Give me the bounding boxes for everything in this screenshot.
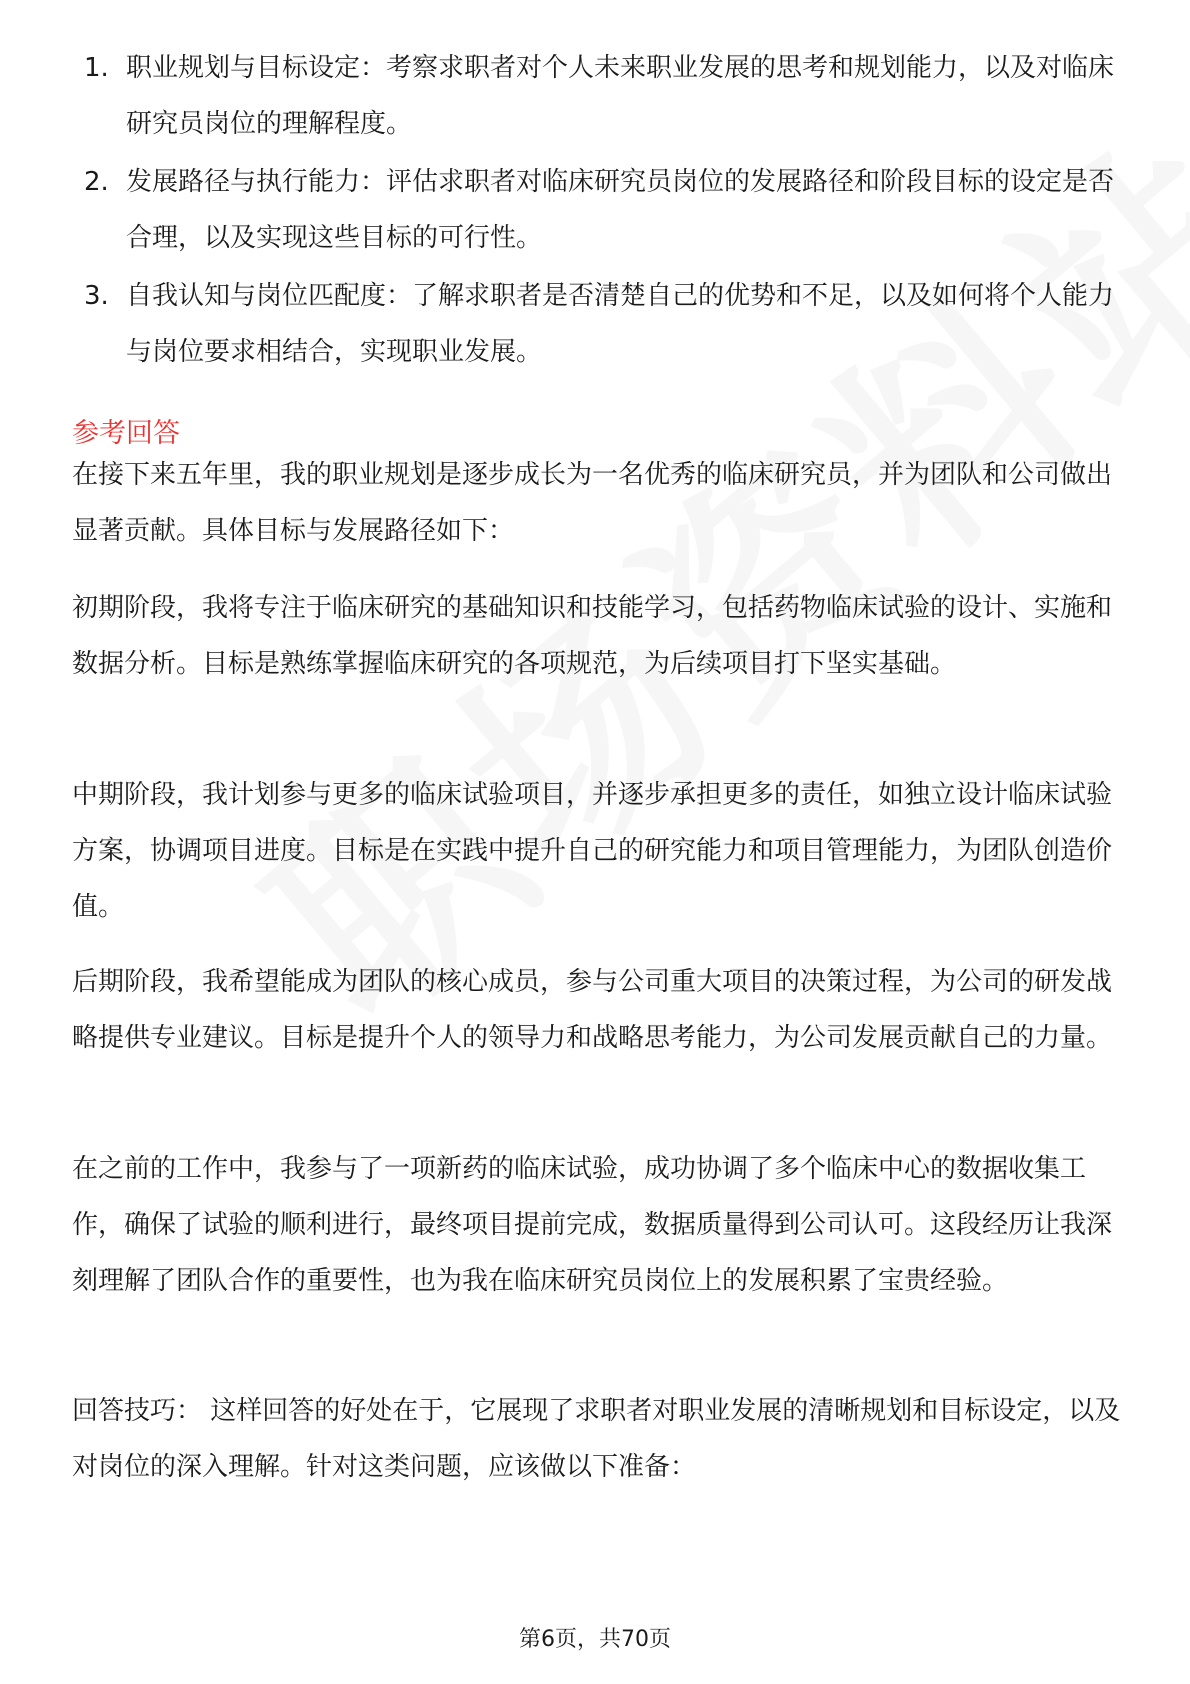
list-item-text: 发展路径与执行能力：评估求职者对临床研究员岗位的发展路径和阶段目标的设定是否合理，以及实现这些目标的可行性。	[126, 167, 1115, 253]
paragraph-experience: 在之前的工作中，我参与了一项新药的临床试验，成功协调了多个临床中心的数据收集工作，确保了试验的顺利进行，最终项目提前完成，数据质量得到公司认可。这段经历让我深刻理解了团队合作的重要性，也为我在临床研究员岗位上的发展积累了宝贵经验。	[72, 1154, 1113, 1296]
list-item	[84, 40, 1124, 152]
paragraph-mid-stage: 中期阶段，我计划参与更多的临床试验项目，并逐步承担更多的责任，如独立设计临床试验方案，协调项目进度。目标是在实践中提升自己的研究能力和项目管理能力，为团队创造价值。	[72, 780, 1113, 922]
list-item	[84, 268, 1124, 380]
paragraph-early-stage: 初期阶段，我将专注于临床研究的基础知识和技能学习，包括药物临床试验的设计、实施和数据分析。目标是熟练掌握临床研究的各项规范，为后续项目打下坚实基础。	[72, 593, 1113, 679]
list-item-number: 1.	[84, 53, 109, 83]
page-number-footer: 第6页，共70页	[519, 1627, 671, 1652]
paragraph-intro: 在接下来五年里，我的职业规划是逐步成长为一名优秀的临床研究员，并为团队和公司做出显著贡献。具体目标与发展路径如下：	[72, 460, 1113, 546]
paragraph-answer-tips: 回答技巧： 这样回答的好处在于，它展现了求职者对职业发展的清晰规划和目标设定，以及对岗位的深入理解。针对这类问题，应该做以下准备：	[72, 1396, 1121, 1482]
paragraph-late-stage: 后期阶段，我希望能成为团队的核心成员，参与公司重大项目的决策过程，为公司的研发战略提供专业建议。目标是提升个人的领导力和战略思考能力，为公司发展贡献自己的力量。	[72, 967, 1113, 1053]
evaluation-criteria-list	[84, 40, 1124, 382]
list-item-text: 职业规划与目标设定：考察求职者对个人未来职业发展的思考和规划能力，以及对临床研究员岗位的理解程度。	[126, 53, 1115, 139]
list-item-text: 自我认知与岗位匹配度：了解求职者是否清楚自己的优势和不足，以及如何将个人能力与岗位要求相结合，实现职业发展。	[126, 281, 1115, 367]
answer-heading: 参考回答	[72, 418, 180, 449]
list-item	[84, 154, 1124, 266]
list-item-number: 3.	[84, 281, 109, 311]
list-item-number: 2.	[84, 167, 109, 197]
